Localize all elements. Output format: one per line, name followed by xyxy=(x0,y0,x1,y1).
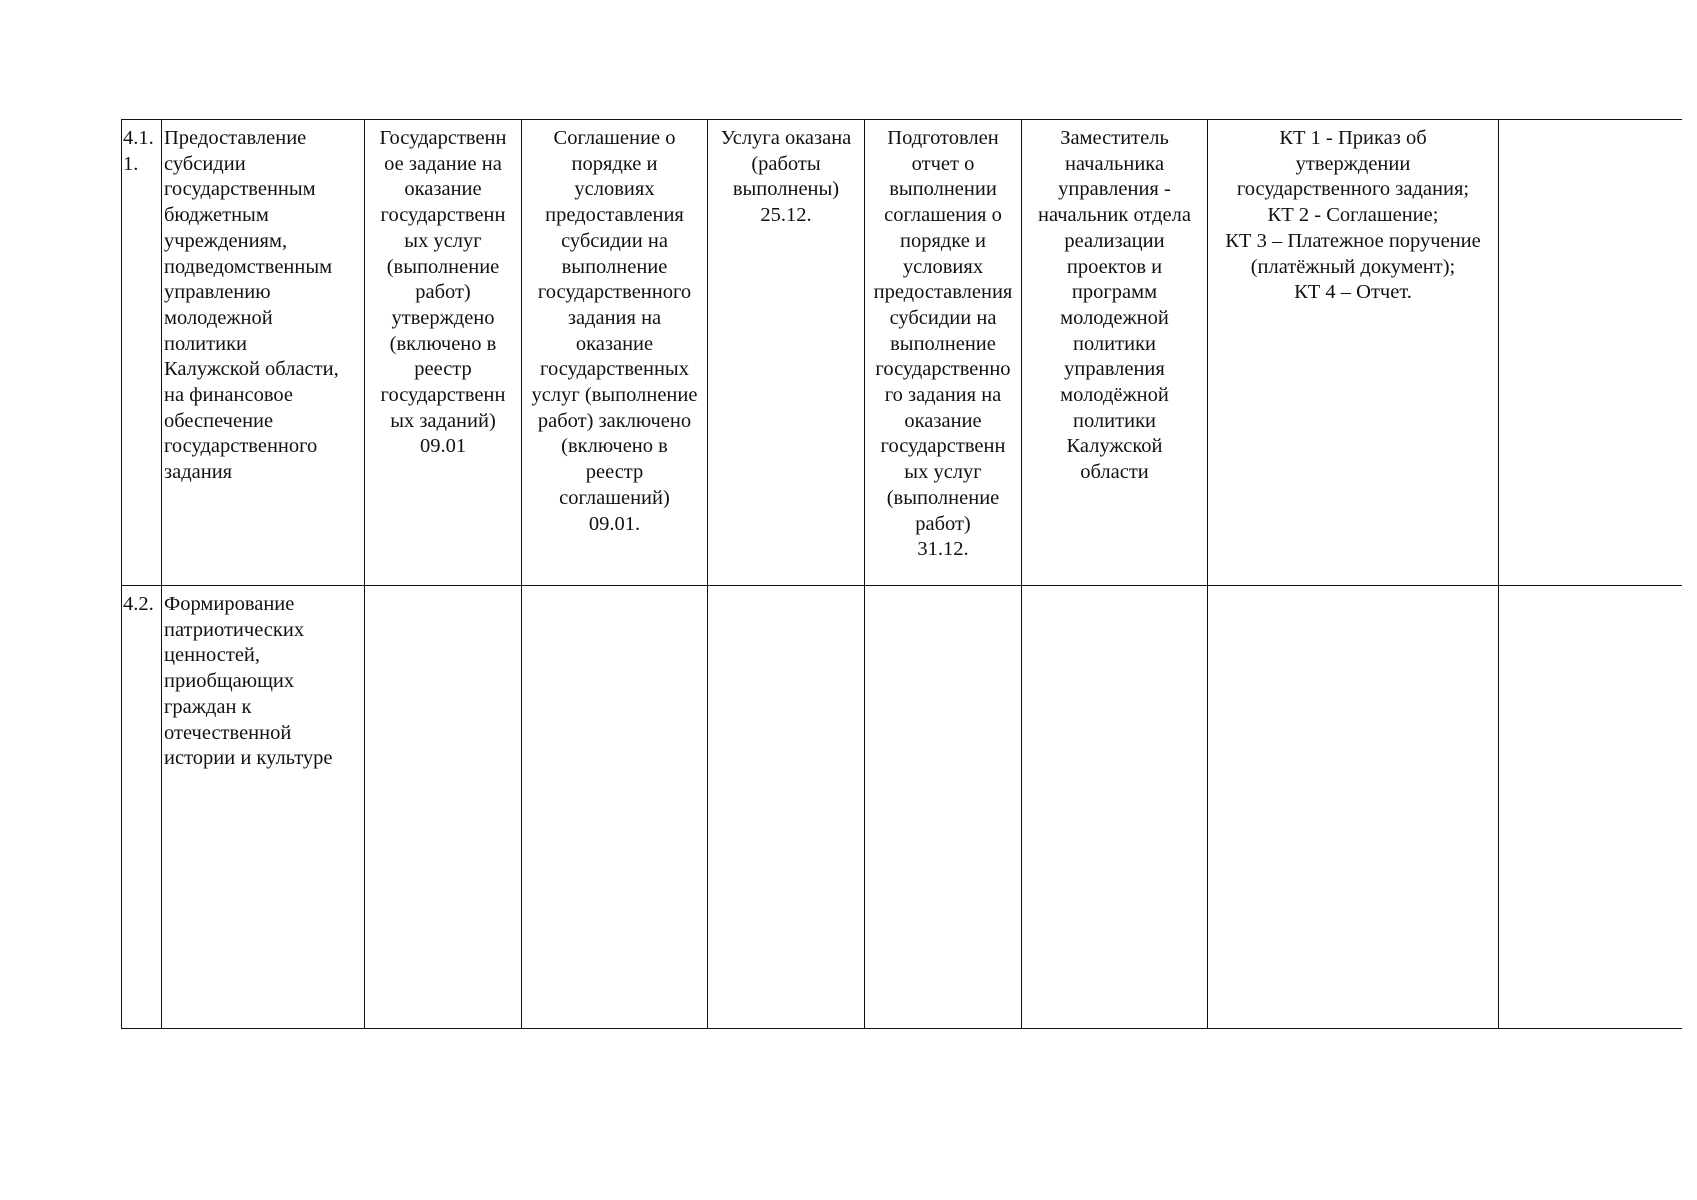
control-event-2: Соглашение о порядке и условиях предоставления субсидии на выполнение государственного задания на оказание государственных услуг (выполнение работ) заключено (включено в реестр соглашений) 09.01. xyxy=(531,127,698,535)
control-event-4-cell xyxy=(865,120,1022,586)
control-event-1-cell xyxy=(365,586,522,1029)
responsible-person: Заместитель начальника управления - начальник отдела реализации проектов и программ молодежной политики управления молодёжной политики Калужской области xyxy=(1038,127,1191,484)
control-event-3: Услуга оказана (работы выполнены) 25.12. xyxy=(720,127,852,227)
table-row xyxy=(122,586,1682,1029)
documents-cell xyxy=(1208,586,1499,1029)
control-event-2-cell xyxy=(522,586,708,1029)
plan-table xyxy=(121,119,1682,1029)
row-number: 4.1. 1. xyxy=(123,127,154,175)
responsible-cell xyxy=(1022,120,1208,586)
control-event-1: Государственн ое задание на оказание государственн ых услуг (выполнение работ) утверждено (включено в реестр государственн ых заданий) 09.01 xyxy=(379,127,507,458)
control-event-1-cell xyxy=(365,120,522,586)
activity-name: Предоставление субсидии государственным бюджетным учреждениям, подведомственным управлению молодежной политики Калужской области, на финансовое обеспечение государственного задания xyxy=(164,127,339,484)
supporting-documents: КТ 1 - Приказ об утверждении государственного задания; КТ 2 - Соглашение; КТ 3 – Платежное поручение (платёжный документ); КТ 4 – Отчет. xyxy=(1225,127,1481,304)
control-event-4: Подготовлен отчет о выполнении соглашения о порядке и условиях предоставления субсидии на выполнение государственно го задания на оказание государственн ых услуг (выполнение работ) 31.12. xyxy=(873,127,1013,561)
extra-cell xyxy=(1499,586,1682,1029)
responsible-cell xyxy=(1022,586,1208,1029)
row-number: 4.2. xyxy=(123,593,154,615)
table-row xyxy=(122,120,1682,586)
activity-name-cell xyxy=(162,586,365,1029)
control-event-3-cell xyxy=(708,120,865,586)
activity-name-cell xyxy=(162,120,365,586)
documents-cell xyxy=(1208,120,1499,586)
control-event-3-cell xyxy=(708,586,865,1029)
control-event-2-cell xyxy=(522,120,708,586)
row-number-cell xyxy=(122,120,162,586)
control-event-4-cell xyxy=(865,586,1022,1029)
row-number-cell xyxy=(122,586,162,1029)
activity-name: Формирование патриотических ценностей, приобщающих граждан к отечественной истории и культуре xyxy=(164,593,333,770)
extra-cell xyxy=(1499,120,1682,586)
